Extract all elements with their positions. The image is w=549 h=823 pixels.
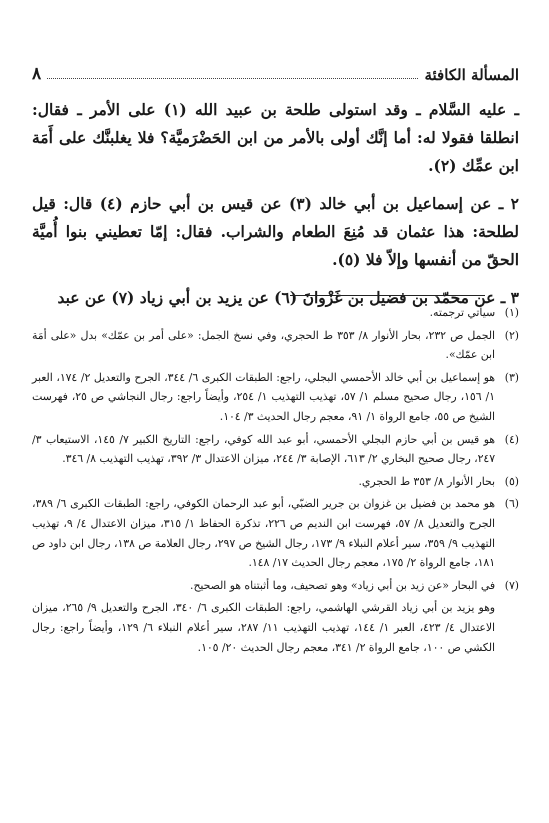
footnote-3 bbox=[32, 368, 519, 427]
footnotes bbox=[32, 303, 519, 660]
footnote-text: بحار الأنوار ٨/ ٣٥٣ ط الحجري. bbox=[358, 474, 495, 488]
footnote-4 bbox=[32, 430, 519, 469]
footnote-number: (٤) bbox=[504, 432, 519, 446]
footnote-number: (٧) bbox=[504, 578, 519, 592]
footnote-text: هو إسماعيل بن أبي خالد الأحمسي البجلي، راجع: الطبقات الكبرى ٦/ ٣٤٤، الجرح والتعديل ٢/ ١٧٤، العبر ١/ ١٥٦، رجال صحيح مسلم ١/ ٥٧، تهذيب التهذيب ١/ ٢٥٤، وأيضاً راجع: رجال النجاشي ص ٢٥، فهرست الشيخ ص ٥٥، جامع الرواة ١/ ٩١، معجم رجال الحديث ٣/ ١٠٤. bbox=[32, 370, 495, 423]
footnote-number: (٣) bbox=[504, 370, 519, 384]
running-header bbox=[32, 62, 519, 84]
paragraph-1: ـ عليه السَّلام ـ وقد استولى طلحة بن عبيد الله (١) على الأمر ـ فقال: انطلقا فقولا له: أما إنَّك أولى بالأمر من ابن الحَضْرَميَّة؟ فلا يغلبنَّك على أَمَة ابن عمِّك (٢). bbox=[32, 100, 519, 175]
footnote-5 bbox=[32, 472, 519, 492]
footnote-1 bbox=[32, 303, 519, 323]
footnote-number: (٥) bbox=[504, 474, 519, 488]
footnote-7-continued bbox=[32, 598, 519, 657]
footnote-text: هو محمد بن فضيل بن غزوان بن جرير الضبّي، أبو عبد الرحمان الكوفي، راجع: الطبقات الكبرى ٦/ ٣٨٩، الجرح والتعديل ٨/ ٥٧، فهرست ابن النديم ص ٢٢٦، تذكرة الحفاظ ١/ ٣١٥، ميزان الاعتدال ٤/ ٩، تهذيب التهذيب ٩/ ٣٥٩، سير أعلام النبلاء ٩/ ١٧٣، رجال الشيخ ص ٢٩٧، رجال العلامة ص ١٣٨، رجال ابن داود ص ١٨١، جامع الرواة ٢/ ١٧٥، معجم رجال الحديث ١٧/ ١٤٨. bbox=[32, 497, 496, 570]
main-text bbox=[32, 96, 519, 322]
footnote-2 bbox=[32, 326, 519, 365]
footnote-7 bbox=[32, 576, 519, 596]
header-dotted-leader bbox=[47, 78, 418, 79]
footnote-text: سيأتي ترجمته. bbox=[429, 306, 495, 319]
page-number: ٨ bbox=[32, 64, 42, 84]
footnote-number: (٦) bbox=[504, 497, 519, 511]
footnote-number: (٢) bbox=[504, 328, 519, 342]
paragraph-3: ٣ ـ عن محمّد بن فضيل بن غَزْوانَ (٦) عن يزيد بن أبي زياد (٧) عن عبد bbox=[57, 288, 519, 307]
footnote-text: الجمل ص ٢٣٢، بحار الأنوار ٨/ ٣٥٣ ط الحجري، وفي نسخ الجمل: «على أمر بن عمّك» بدل «على أمَة ابن عمّك». bbox=[32, 328, 495, 362]
footnote-text: وهو يزيد بن أبي زياد القرشي الهاشمي، راجع: الطبقات الكبرى ٦/ ٣٤٠، الجرح والتعديل ٩/ ٢٦٥، ميزان الاعتدال ٤/ ٤٢٣، العبر ١/ ١٤٤، تهذيب التهذيب ١١/ ٢٨٧، سير أعلام النبلاء ٦/ ١٢٩، وأيضاً راجع: رجال الكشي ص ١٠٠، جامع الرواة ٢/ ٣٤١، معجم رجال الحديث ٢٠/ ١٠٥. bbox=[32, 601, 495, 654]
paragraph-2: ٢ ـ عن إسماعيل بن أبي خالد (٣) عن قيس بن أبي حازم (٤) قال: قيل لطلحة: هذا عثمان قد مُنِعَ الطعام والشراب. فقال: إمّا تعطيني بنوا أُميَّة الحقّ من أنفسها وإلاّ فلا (٥). bbox=[32, 194, 519, 269]
footnote-text: في البحار «عن زيد بن أبي زياد» وهو تصحيف، وما أثبتناه هو الصحيح. bbox=[190, 578, 495, 592]
chapter-title: المسألة الكافئة bbox=[424, 66, 519, 84]
footnote-text: هو قيس بن أبي حازم البجلي الأحمسي، أبو عبد الله كوفي، راجع: التاريخ الكبير ٧/ ١٤٥، الاستيعاب ٣/ ٢٤٧، رجال صحيح البخاري ٢/ ٦١٣، الإصابة ٣/ ٢٤٤، ميزان الاعتدال ٣/ ٣٩٢، تهذيب التهذيب ٨/ ٣٤٦. bbox=[32, 432, 495, 466]
footnote-separator bbox=[290, 295, 485, 296]
footnote-number: (١) bbox=[504, 306, 519, 319]
footnote-6 bbox=[32, 494, 519, 572]
